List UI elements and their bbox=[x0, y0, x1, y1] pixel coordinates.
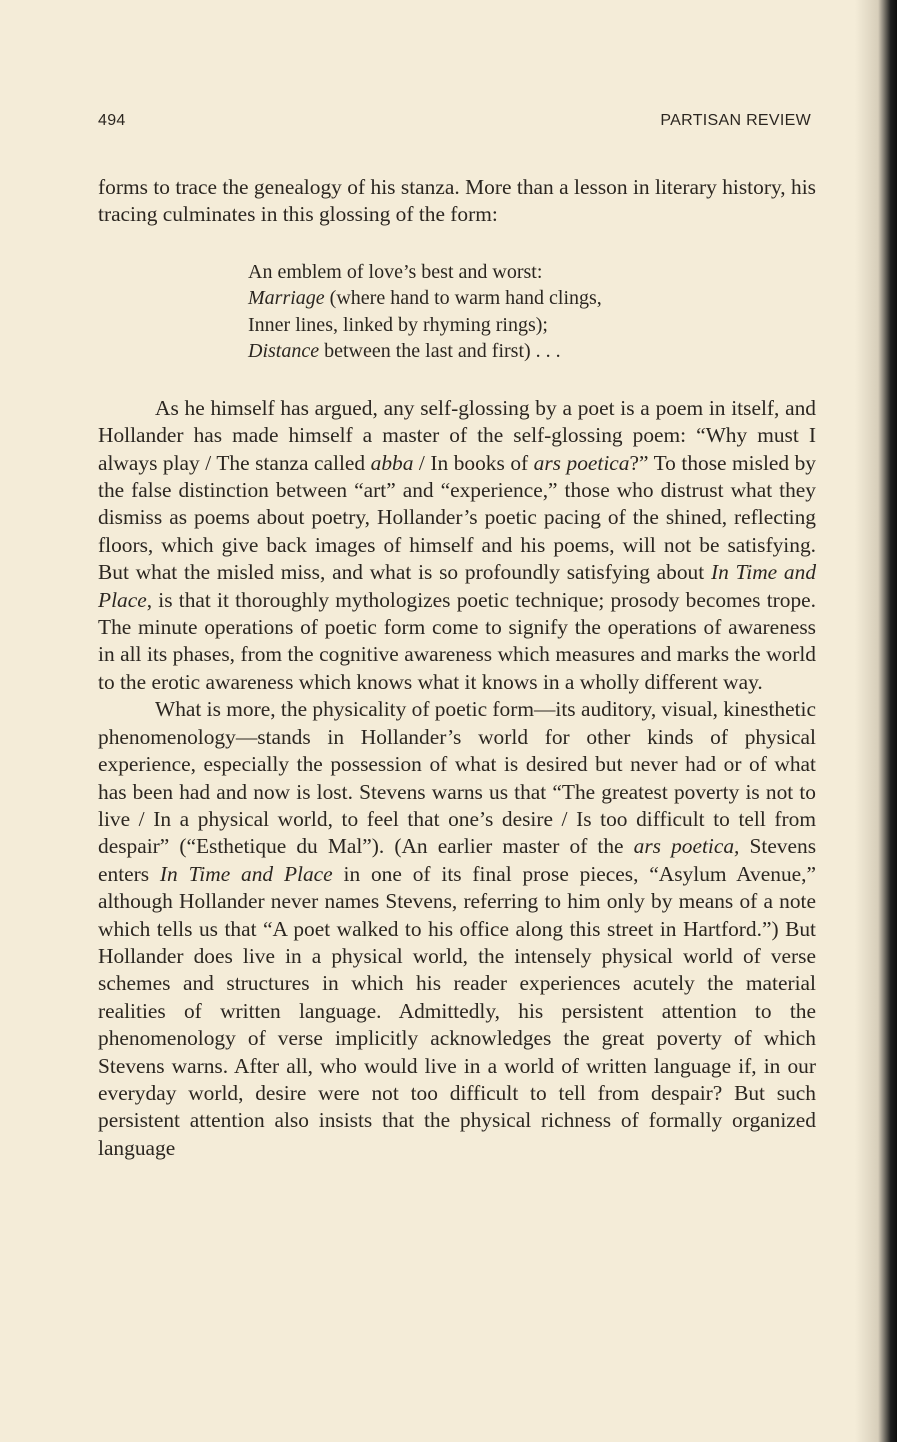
para2-text-1: What is more, the physicality of poetic form—its auditory, visual, kinesthetic phenomenology—stands in Hollander’s world for other kinds of physical experience, especially the possession of what is desired but never had or of what has been had and now is lost. Stevens warns us that “The greatest poverty is not to live / In a physical world, to feel that one’s desire / Is too difficult to tell from despair” (“Esthetique du Mal”). (An earlier master of the bbox=[98, 697, 816, 859]
para1-italic-abba: abba bbox=[370, 450, 414, 475]
para2-italic-book-title: In Time and Place bbox=[159, 861, 333, 886]
stanza-line-4-rest: between the last and first) . . . bbox=[319, 340, 561, 363]
para1-italic-book-title: In Time and Place bbox=[98, 560, 817, 612]
quoted-stanza bbox=[248, 259, 816, 365]
para2-text-2: Stevens enters bbox=[98, 834, 817, 886]
paragraph-self-glossing bbox=[98, 395, 816, 696]
para2-italic-ars-poetica: ars poetica, bbox=[633, 834, 740, 859]
para1-text-2: / In books of bbox=[413, 450, 534, 475]
running-head bbox=[98, 112, 811, 134]
body-text bbox=[98, 174, 816, 1162]
para1-text-4: , is that it thoroughly mythologizes poetic technique; prosody becomes trope. The minute operations of poetic form come to signify the operations of awareness in all its phases, from the cognitive awareness which measures and marks the world to the erotic awareness which knows what it knows in a wholly different way. bbox=[98, 587, 816, 694]
stanza-line-2 bbox=[248, 285, 816, 312]
page-number: 494 bbox=[98, 112, 126, 129]
page-binding-shadow bbox=[855, 0, 897, 1442]
stanza-line-4 bbox=[248, 338, 816, 365]
stanza-line-4-italic: Distance bbox=[248, 340, 320, 363]
para1-text-1: As he himself has argued, any self-glossing by a poet is a poem in itself, and Hollander has made himself a master of the self-glossing poem: “Why must I always play / The stanza called bbox=[98, 395, 816, 475]
paragraph-physicality bbox=[98, 696, 816, 1162]
opening-paragraph: forms to trace the genealogy of his stanza. More than a lesson in literary history, his tracing culminates in this glossing of the form: bbox=[98, 175, 816, 227]
stanza-line-3: Inner lines, linked by rhyming rings); bbox=[248, 313, 548, 336]
para2-text-3: in one of its final prose pieces, “Asylum Avenue,” although Hollander never names Stevens, referring to him only by means of a note which tells us that “A poet walked to his office along this street in Hartford.”) But Hollander does live in a physical world, the intensely physical world of verse schemes and structures in which his reader experiences acutely the material realities of written language. Admittedly, his persistent attention to the phenomenology of verse implicitly acknowledges the great poverty of which Stevens warns. After all, who would live in a world of written language if, in our everyday world, desire were not too difficult to tell from despair? But such persistent attention also insists that the physical richness of formally organized language bbox=[98, 861, 816, 1160]
stanza-line-2-rest: (where hand to warm hand clings, bbox=[324, 287, 602, 310]
para1-text-3: ?” To those misled by the false distinction between “art” and “experience,” those who distrust what they dismiss as poems about poetry, Hollander’s poetic pacing of the shined, reflecting floors, which give back images of himself and his poems, will not be satisfying. But what the misled miss, and what is so profoundly satisfying about bbox=[98, 450, 816, 585]
journal-title: PARTISAN REVIEW bbox=[660, 112, 811, 129]
para1-italic-ars-poetica: ars poetica bbox=[533, 450, 630, 475]
stanza-line-1: An emblem of love’s best and worst: bbox=[248, 260, 543, 283]
stanza-line-2-italic: Marriage bbox=[248, 287, 325, 310]
